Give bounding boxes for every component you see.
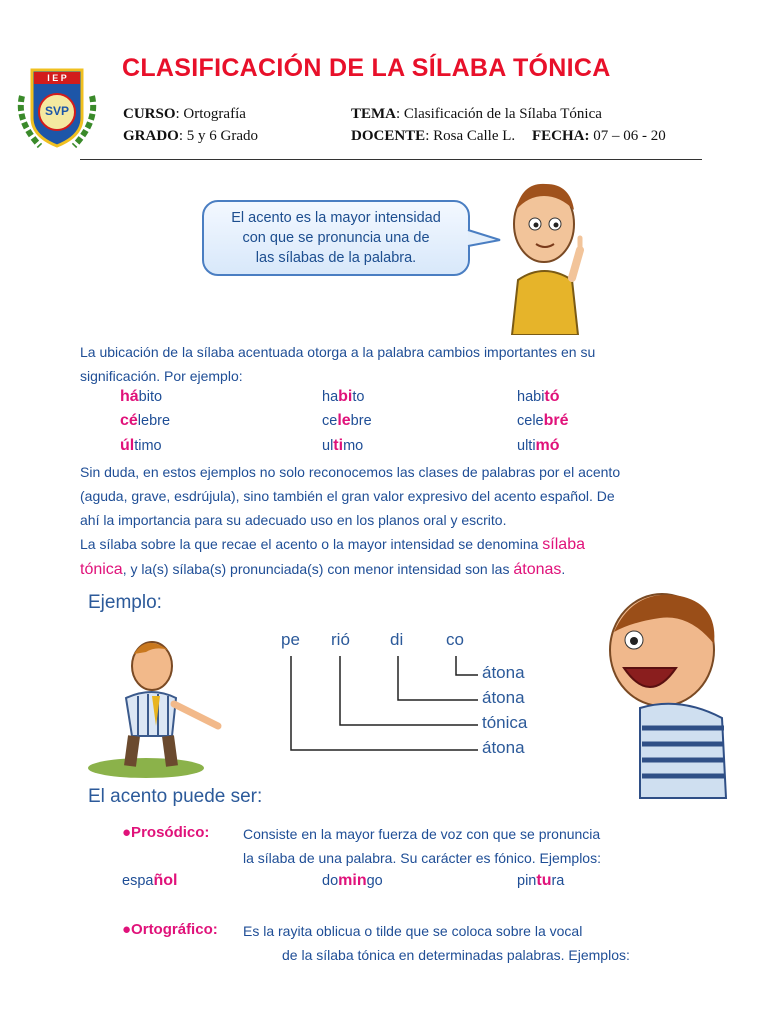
word-part: ha [322,389,339,405]
prosodico-line-2: la sílaba de una palabra. Su carácter es fónico. Ejemplos: [243,850,601,866]
logo-center-text: SVP [44,104,69,118]
bubble-line-1: El acento es la mayor intensidad [231,210,441,226]
acento-heading: El acento puede ser: [88,786,263,807]
para-line-1: Sin duda, en estos ejemplos no solo reconocemos las clases de palabras por el acento [80,464,621,480]
docente-label: DOCENTE [351,128,426,144]
stressed-syllable: úl [120,437,135,454]
prosodico-label: ●Prosódico: [122,824,210,841]
connector-line [456,656,478,675]
word-part: pin [517,873,537,889]
para-line-4-text: La sílaba sobre la que recae el acento o la mayor intensidad se denomina [80,536,543,552]
stressed-syllable: le [337,412,351,429]
prosodico-example-word [322,872,383,890]
word-part: lebre [137,413,171,429]
tema-value: : Clasificación de la Sílaba Tónica [396,106,602,122]
stressed-syllable: mó [535,437,560,454]
syllable: di [390,630,404,649]
grado-value: : 5 y 6 Grado [178,128,258,144]
bubble-line-3: las sílabas de la palabra. [255,250,417,266]
word-part: do [322,873,339,889]
ejemplo-heading: Ejemplo: [88,592,162,613]
stressed-syllable: tu [536,872,552,889]
ortografico-line-1: Es la rayita oblicua o tilde que se coloca sobre la vocal [243,923,583,939]
grado-label: GRADO [123,128,179,144]
word-part: espa [122,873,154,889]
connector-line [340,656,478,725]
prosodico-example-word [122,872,177,890]
word-part: cele [517,413,544,429]
para-line-2: (aguda, grave, esdrújula), sino también el gran valor expresivo del acento español. De [80,488,615,504]
para-line-5-end: . [561,561,566,577]
word-part: ra [551,873,565,889]
word-part: bre [350,413,372,429]
term-silaba: sílaba [542,536,585,553]
word-part: go [366,873,383,889]
stressed-syllable: ti [333,437,344,454]
prosodico-line-1: Consiste en la mayor fuerza de voz con que se pronuncia [243,826,601,842]
syllable-type-label: átona [482,663,525,682]
bubble-line-2: con que se pronuncia una de [242,230,430,246]
word-part: habi [517,389,545,405]
word-part: mo [343,438,364,454]
docente-value: : Rosa Calle L. [425,128,516,144]
term-tonica: tónica [80,561,123,578]
word-part: ul [322,438,334,454]
fecha-value: 07 – 06 - 20 [589,128,666,144]
connector-line [398,656,478,700]
syllable-type-label: átona [482,738,525,757]
word-part: to [352,389,365,405]
syllable: co [446,630,464,649]
laughing-boy-illustration [600,588,740,803]
logo-top-text: I E P [47,73,67,83]
stressed-syllable: bi [338,388,353,405]
term-atonas: átonas [513,561,562,578]
intro-line-2: significación. Por ejemplo: [80,368,243,384]
curso-label: CURSO [123,106,176,122]
word-part: timo [134,438,162,454]
intro-line-1: La ubicación de la sílaba acentuada otorga a la palabra cambios importantes en su [80,344,596,360]
stressed-syllable: bré [543,412,569,429]
fecha-label: FECHA: [532,128,590,144]
stressed-syllable: min [338,872,367,889]
word-part: ce [322,413,338,429]
word-part: ulti [517,438,536,454]
para-line-3: ahí la importancia para su adecuado uso en los planos oral y escrito. [80,512,507,528]
stressed-syllable: há [120,388,139,405]
syllable: rió [331,630,350,649]
syllable: pe [281,630,300,649]
connector-line [291,656,478,750]
tema-label: TEMA [351,106,396,122]
word-part: bito [138,389,163,405]
ortografico-line-2: de la sílaba tónica en determinadas palabras. Ejemplos: [282,947,630,963]
syllable-type-label: átona [482,688,525,707]
stressed-syllable: tó [544,388,560,405]
stressed-syllable: ñol [153,872,178,889]
stressed-syllable: cé [120,412,138,429]
page-title: CLASIFICACIÓN DE LA SÍLABA TÓNICA [122,54,611,82]
syllable-type-label: tónica [482,713,528,732]
curso-value: : Ortografía [175,106,246,122]
para-line-5-text: , y la(s) sílaba(s) pronunciada(s) con menor intensidad son las [122,561,514,577]
prosodico-example-word [517,872,564,890]
ortografico-label: ●Ortográfico: [122,921,218,938]
